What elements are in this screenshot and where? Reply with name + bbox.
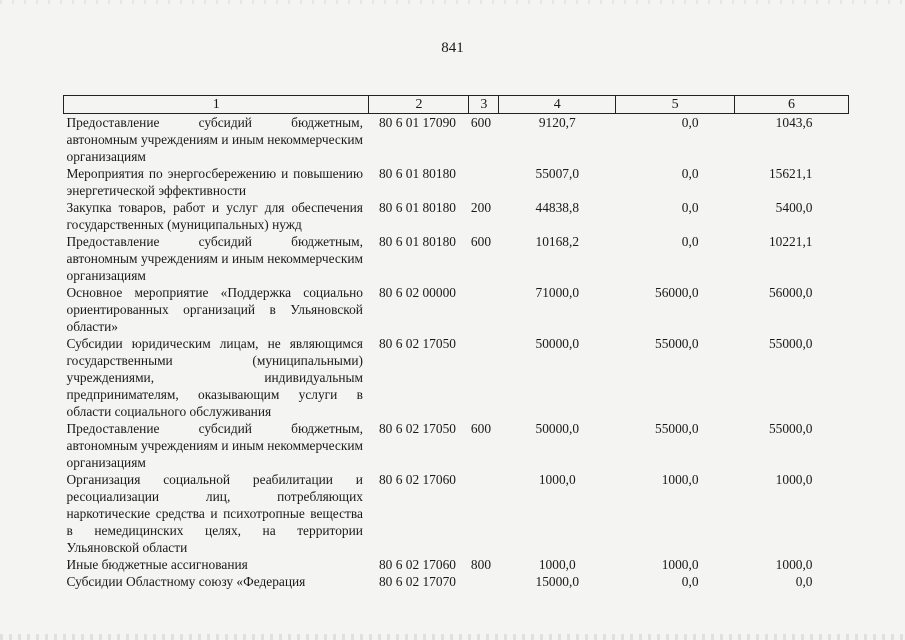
row-code: 80 6 02 17060	[378, 557, 456, 572]
row-value-1: 10168,2	[535, 234, 580, 249]
row-kvr	[469, 284, 499, 335]
table-row	[64, 335, 849, 420]
row-code: 80 6 01 80180	[378, 166, 456, 181]
row-code: 80 6 01 80180	[378, 234, 456, 249]
table-body	[64, 114, 849, 591]
row-value-2: 0,0	[681, 574, 699, 589]
row-value-2: 0,0	[681, 115, 699, 130]
row-value-1: 50000,0	[535, 336, 580, 351]
row-code: 80 6 02 17050	[378, 421, 456, 436]
row-kvr	[469, 335, 499, 420]
row-name: Предоставление субсидий бюджетным, автономным учреждениям и иным некоммерческим организациям	[66, 115, 363, 164]
row-value-1: 1000,0	[538, 472, 576, 487]
row-kvr	[469, 573, 499, 590]
table-row	[64, 233, 849, 284]
row-value-3: 5400,0	[775, 200, 813, 215]
table-row	[64, 114, 849, 166]
table-row	[64, 556, 849, 573]
row-code: 80 6 02 17050	[378, 336, 456, 351]
row-name: Субсидии юридическим лицам, не являющимся государственными (муниципальными) учреждениями, индивидуальным предпринимателям, оказывающим услуги в области социального обслуживания	[66, 336, 363, 419]
row-kvr: 600	[470, 421, 492, 436]
budget-table	[63, 95, 849, 590]
header-col-5: 5	[616, 96, 735, 114]
row-value-3: 0,0	[795, 574, 813, 589]
row-value-2: 0,0	[681, 166, 699, 181]
row-kvr: 600	[470, 234, 492, 249]
row-value-1: 9120,7	[538, 115, 576, 130]
row-code: 80 6 01 17090	[378, 115, 456, 130]
row-name: Закупка товаров, работ и услуг для обеспечения государственных (муниципальных) нужд	[66, 200, 363, 232]
row-code: 80 6 02 00000	[378, 285, 456, 300]
row-value-1: 1000,0	[538, 557, 576, 572]
row-name: Субсидии Областному союзу «Федерация	[66, 574, 306, 589]
header-col-3: 3	[469, 96, 499, 114]
row-value-3: 1000,0	[775, 472, 813, 487]
row-name: Основное мероприятие «Поддержка социально ориентированных организаций в Ульяновской области»	[66, 285, 363, 334]
row-value-1: 71000,0	[535, 285, 580, 300]
table-row	[64, 573, 849, 590]
row-code: 80 6 02 17070	[378, 574, 456, 589]
row-value-2: 55000,0	[655, 421, 699, 436]
row-value-2: 55000,0	[655, 336, 699, 351]
row-kvr: 600	[470, 115, 492, 130]
row-value-2: 0,0	[681, 200, 699, 215]
table-row	[64, 420, 849, 471]
row-kvr: 200	[470, 200, 492, 215]
row-value-1: 50000,0	[535, 421, 580, 436]
scan-bottom-edge	[0, 634, 905, 640]
scan-top-edge	[0, 0, 905, 4]
row-value-1: 15000,0	[535, 574, 580, 589]
row-name: Иные бюджетные ассигнования	[66, 557, 248, 572]
row-kvr	[469, 471, 499, 556]
row-kvr	[469, 165, 499, 199]
row-value-3: 56000,0	[768, 285, 813, 300]
table-row	[64, 199, 849, 233]
row-value-2: 56000,0	[655, 285, 699, 300]
page-number: 841	[441, 40, 464, 56]
row-value-1: 55007,0	[535, 166, 580, 181]
header-col-2: 2	[369, 96, 469, 114]
row-value-3: 55000,0	[768, 421, 813, 436]
table-row	[64, 284, 849, 335]
row-value-3: 1000,0	[775, 557, 813, 572]
row-value-2: 0,0	[681, 234, 699, 249]
header-col-4: 4	[499, 96, 616, 114]
row-value-2: 1000,0	[661, 557, 699, 572]
row-code: 80 6 01 80180	[378, 200, 456, 215]
table-row	[64, 165, 849, 199]
row-value-3: 10221,1	[768, 234, 813, 249]
row-value-2: 1000,0	[661, 472, 699, 487]
row-value-3: 1043,6	[775, 115, 813, 130]
row-code: 80 6 02 17060	[378, 472, 456, 487]
row-value-1: 44838,8	[535, 200, 580, 215]
row-name: Мероприятия по энергосбережению и повышению энергетической эффективности	[66, 166, 363, 198]
row-name: Предоставление субсидий бюджетным, автономным учреждениям и иным некоммерческим организациям	[66, 421, 363, 470]
table-row	[64, 471, 849, 556]
header-col-1: 1	[64, 96, 369, 114]
row-value-3: 55000,0	[768, 336, 813, 351]
table-header	[64, 96, 849, 114]
row-value-3: 15621,1	[768, 166, 813, 181]
row-name: Предоставление субсидий бюджетным, автономным учреждениям и иным некоммерческим организациям	[66, 234, 363, 283]
row-name: Организация социальной реабилитации и ресоциализации лиц, потребляющих наркотические средства и психотропные вещества в немедицинских целях, на территории Ульяновской области	[66, 472, 363, 555]
header-col-6: 6	[735, 96, 849, 114]
header-row	[64, 96, 849, 114]
row-kvr: 800	[470, 557, 492, 572]
